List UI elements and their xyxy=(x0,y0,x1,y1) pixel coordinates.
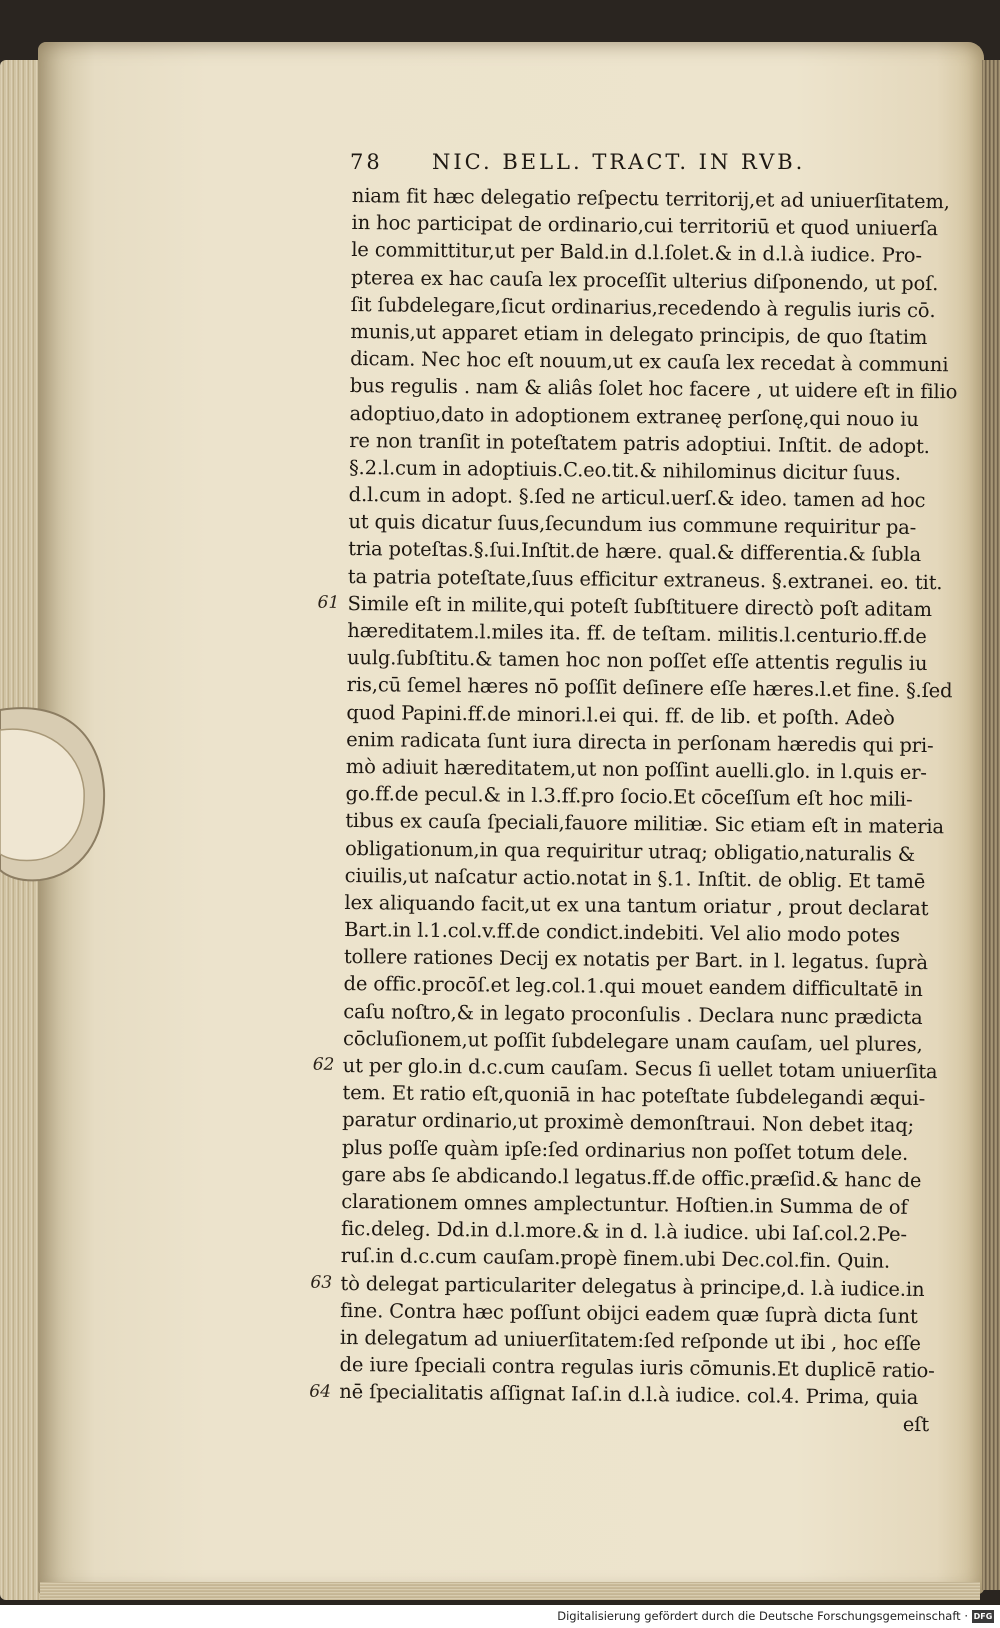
text-line: ſit ſubdelegare,ſicut ordinarius,recedendo à regulis iuris cō. xyxy=(350,292,936,322)
text-line: eſt xyxy=(902,1413,930,1437)
margin-section-number: 62 xyxy=(312,1055,335,1076)
text-line: ciuilis,ut naſcatur actio.notat in §.1. Inſtit. de oblig. Et tamē xyxy=(344,863,926,893)
text-line: le committitur,ut per Bald.in d.l.ſolet.& in d.l.à iudice. Pro- xyxy=(351,238,922,268)
text-line: caſu noſtro,& in legato proconſulis . Declara nunc prædicta xyxy=(343,999,923,1029)
body-text xyxy=(309,182,958,1439)
bottom-page-edges xyxy=(40,1582,980,1600)
page-number: 78 xyxy=(350,150,383,174)
bookmark-ribbon xyxy=(0,690,112,890)
text-line: mò adiuit hæreditatem,ut non poſſint auelli.glo. in l.quis er- xyxy=(345,754,927,784)
text-line: paratur ordinario,ut proximè demonſtraui. Non debet itaq; xyxy=(342,1108,915,1138)
text-line: niam fit hæc delegatio reſpectu territorij,et ad uniuerſitatem, xyxy=(351,183,950,214)
text-line: adoptiuo,dato in adoptionem extraneę perſonę,qui nouo iu xyxy=(349,401,919,431)
text-line: de iure ſpeciali contra regulas iuris cōmunis.Et duplicē ratio- xyxy=(339,1352,935,1383)
text-line: enim radicata ſunt iura directa in perſonam hæredis qui pri- xyxy=(346,727,934,757)
text-line: quod Papini.ff.de minori.l.ei qui. ff. de lib. et poſth. Adeò xyxy=(346,700,895,730)
text-line: tibus ex cauſa ſpeciali,fauore militiæ. Sic etiam eſt in materia xyxy=(345,809,945,839)
text-line: nē ſpecialitatis aſſignat Iaſ.in d.l.à iudice. col.4. Prima, quia xyxy=(339,1380,919,1410)
text-line: in hoc participat de ordinario,cui territoriū et quod uniuerſa xyxy=(351,211,938,241)
text-line: cōcluſionem,ut poſſit ſubdelegare unam cauſam, uel plures, xyxy=(342,1026,923,1056)
text-line: dicam. Nec hoc eſt nouum,ut ex cauſa lex recedat à communi xyxy=(350,347,949,377)
text-line: in delegatum ad uniuerſitatem:ſed reſponde ut ibi , hoc eſſe xyxy=(339,1325,922,1355)
text-line: tem. Et ratio eſt,quoniā in hac poteſtate ſubdelegandi æqui- xyxy=(342,1081,926,1111)
running-head xyxy=(350,150,910,180)
text-line: hæreditatem.l.miles ita. ff. de teſtam. militis.l.centurio.ff.de xyxy=(347,618,927,649)
text-line: obligationum,in qua requiritur utraq; obligatio,naturalis & xyxy=(344,836,916,866)
text-line: ut per glo.in d.c.cum cauſam. Secus ſi uellet totam uniuerſita xyxy=(342,1053,938,1084)
margin-section-number: 63 xyxy=(310,1272,333,1293)
text-line: de offic.procōſ.et leg.col.1.qui mouet eandem difficultatē in xyxy=(343,972,923,1002)
running-title: NIC. BELL. TRACT. IN RVB. xyxy=(432,150,806,174)
text-line: go.ff.de pecul.& in l.3.ff.pro ſocio.Et cōceſſum eſt hoc mili- xyxy=(345,782,913,812)
text-line: fine. Contra hæc poſſunt obijci eadem quæ ſuprà dicta ſunt xyxy=(340,1298,918,1328)
margin-section-number: 61 xyxy=(317,592,340,613)
text-line: Bart.in l.1.col.v.ff.de condict.indebiti. Vel alio modo potes xyxy=(344,918,901,947)
text-line: uulg.ſubſtitu.& tamen hoc non poſſet eſſe attentis regulis iu xyxy=(346,646,928,676)
text-line: bus regulis . nam & aliâs ſolet hoc facere , ut uidere eſt in filio xyxy=(349,374,958,404)
text-line: ris,cū ſemel hæres nō poſſit deſinere eſſe hæres.l.et fine. §.ſed xyxy=(346,673,953,703)
text-line: §.2.l.cum in adoptiuis.C.eo.tit.& nihilominus dicitur ſuus. xyxy=(348,455,901,485)
funding-credit: Digitalisierung gefördert durch die Deutsche Forschungsgemeinschaft · xyxy=(557,1609,968,1623)
text-line: munis,ut apparet etiam in delegato principis, de quo ſtatim xyxy=(350,319,928,349)
text-line: Simile eſt in milite,qui poteſt ſubſtituere directò poſt aditam xyxy=(347,591,933,621)
text-line: re non tranſit in poteſtatem patris adoptiui. Inſtit. de adopt. xyxy=(349,428,930,458)
margin-section-number: 64 xyxy=(309,1381,332,1402)
text-line: fic.deleg. Dd.in d.l.more.& in d. l.à iudice. ubi Iaſ.col.2.Pe- xyxy=(340,1217,908,1246)
text-line: ut quis dicatur ſuus,ſecundum ius commune requiritur pa- xyxy=(348,510,917,540)
text-line: tollere rationes Decij ex notatis per Bart. in l. legatus. ſuprà xyxy=(343,945,929,975)
text-line: pterea ex hac cauſa lex proceſſit ulterius diſponendo, ut poſ. xyxy=(350,265,939,295)
text-line: lex aliquando facit,ut ex una tantum oriatur , prout declarat xyxy=(344,890,929,920)
text-line: tò delegat particulariter delegatus à principe,d. l.à iudice.in xyxy=(340,1271,925,1301)
text-line: d.l.cum in adopt. §.ſed ne articul.uerſ.& ideo. tamen ad hoc xyxy=(348,483,926,513)
text-line: tria poteſtas.§.ſui.Inſtit.de hære. qual.& differentia.& ſubla xyxy=(348,537,922,567)
text-line: ruſ.in d.c.cum cauſam.propè finem.ubi Dec.col.fin. Quin. xyxy=(340,1244,891,1274)
text-line: ta patria poteſtate,ſuus efficitur extraneus. §.extranei. eo. tit. xyxy=(347,564,943,594)
right-page-edge xyxy=(982,60,1000,1590)
text-line: plus poſſe quàm ipſe:ſed ordinarius non poſſet totum dele. xyxy=(341,1135,909,1165)
digitization-footer xyxy=(0,1605,1000,1628)
text-line: clarationem omnes amplectuntur. Hoſtien.in Summa de of xyxy=(341,1189,908,1219)
text-line: gare abs ſe abdicando.l legatus.ff.de offic.præſid.& hanc de xyxy=(341,1162,922,1192)
dfg-logo: DFG xyxy=(973,1612,993,1621)
